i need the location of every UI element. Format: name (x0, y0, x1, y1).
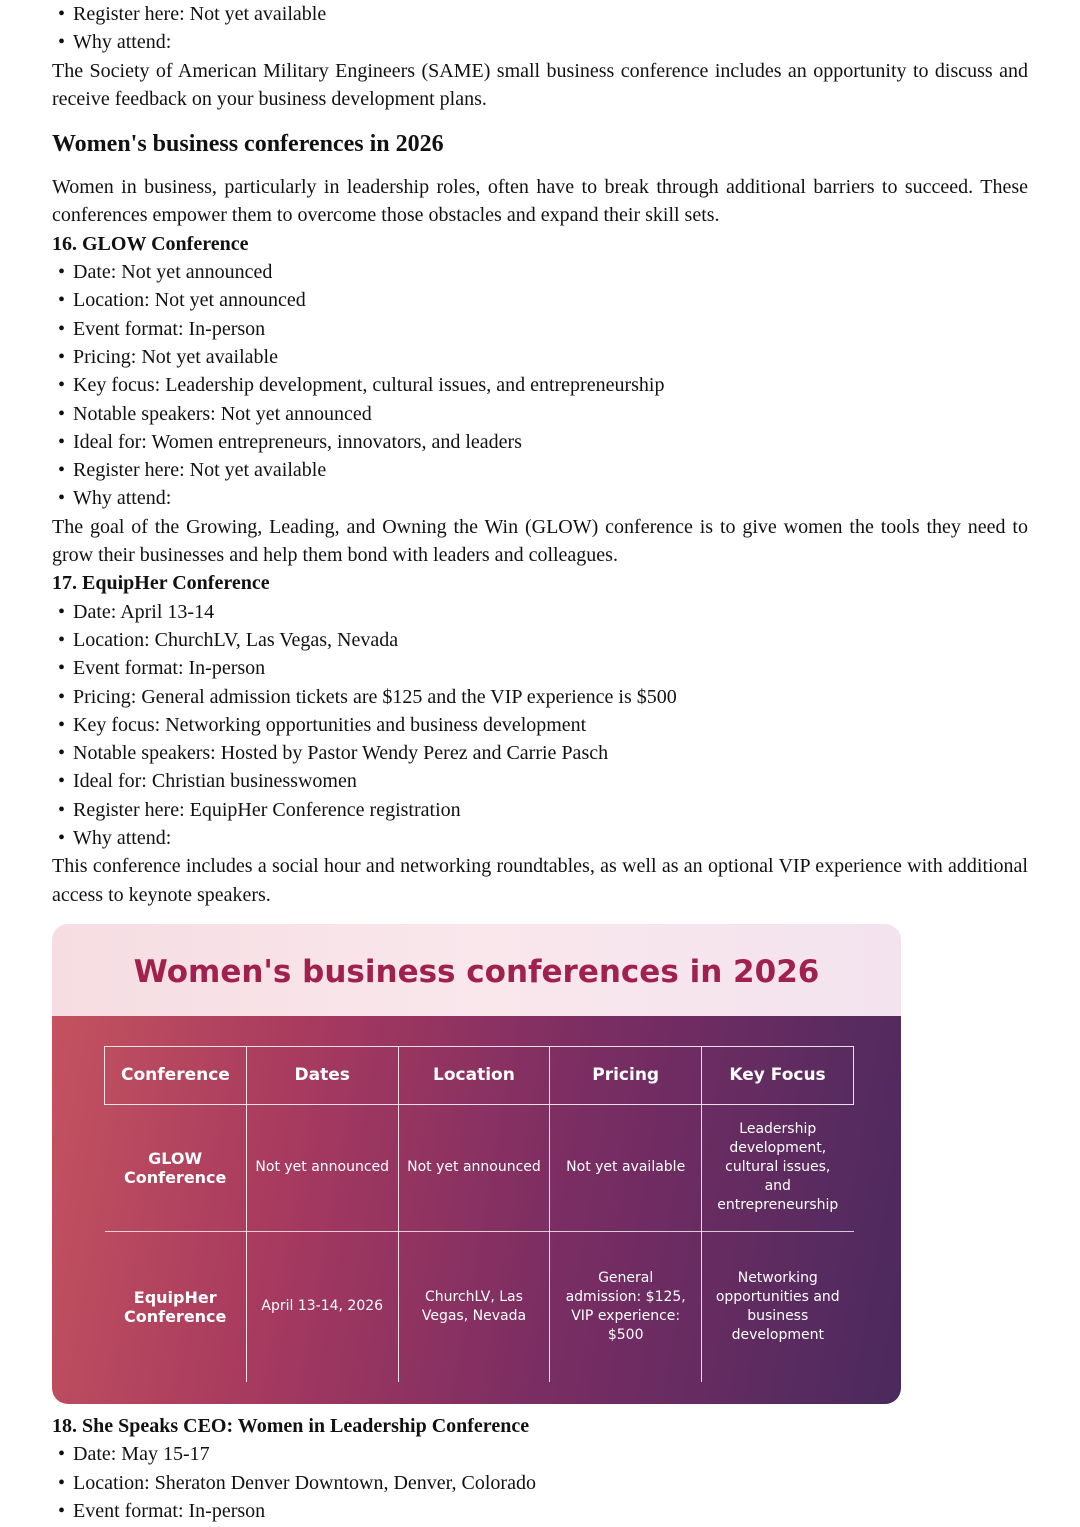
list-item: • Location: Not yet announced (52, 286, 1028, 314)
bullet-glyph: • (58, 402, 66, 425)
section-heading: Women's business conferences in 2026 (52, 131, 444, 158)
table-cell: ChurchLV, Las Vegas, Nevada (398, 1231, 550, 1382)
table-cell: Not yet announced (398, 1104, 550, 1231)
list-item: • Notable speakers: Not yet announced (52, 400, 1028, 428)
section-intro-paragraph: Women in business, particularly in leadership roles, often have to break through additional barriers to succeed. These conferences empower them to overcome those obstacles and expand their skill sets. (52, 176, 1028, 227)
bullet-glyph: • (58, 261, 66, 284)
list-item: • Why attend: (52, 28, 1028, 56)
table-cell: April 13-14, 2026 (246, 1231, 398, 1382)
list-item: • Key focus: Leadership development, cultural issues, and entrepreneurship (52, 371, 1028, 399)
table-cell: EquipHer Conference (105, 1231, 247, 1382)
column-header-pricing: Pricing (550, 1046, 702, 1104)
bullet-glyph: • (58, 770, 66, 793)
equipher-heading: 17. EquipHer Conference (52, 572, 270, 595)
list-item: • Location: Sheraton Denver Downtown, Denver, Colorado (52, 1469, 1028, 1497)
bullet-glyph: • (58, 657, 66, 680)
bullet-glyph: • (58, 289, 66, 312)
bullet-glyph: • (58, 1499, 66, 1522)
list-item: • Register here: Not yet available (52, 0, 1028, 28)
conference-summary-card (52, 924, 901, 1404)
bullet-glyph: • (58, 31, 66, 54)
table-cell: General admission: $125, VIP experience: $500 (550, 1231, 702, 1382)
table-row (105, 1231, 854, 1382)
table-cell: Not yet available (550, 1104, 702, 1231)
list-item: • Event format: In-person (52, 654, 1028, 682)
bullet-glyph: • (58, 600, 66, 623)
bullet-glyph: • (58, 374, 66, 397)
list-item: • Date: Not yet announced (52, 258, 1028, 286)
bullet-glyph: • (58, 827, 66, 850)
card-header (52, 924, 901, 1016)
card-body (52, 1016, 901, 1404)
bullet-glyph: • (58, 459, 66, 482)
conference-table (104, 1046, 854, 1382)
list-item: • Date: May 15-17 (52, 1440, 1028, 1468)
list-item: • Register here: EquipHer Conference registration (52, 796, 1028, 824)
list-item: • Notable speakers: Hosted by Pastor Wendy Perez and Carrie Pasch (52, 739, 1028, 767)
column-header-key-focus: Key Focus (702, 1046, 854, 1104)
bullet-glyph: • (58, 487, 66, 510)
bullet-glyph: • (58, 685, 66, 708)
list-item: • Event format: In-person (52, 1497, 1028, 1525)
table-cell: Not yet announced (246, 1104, 398, 1231)
shespeaks-heading: 18. She Speaks CEO: Women in Leadership Conference (52, 1414, 530, 1437)
list-item: • Date: April 13-14 (52, 598, 1028, 626)
bullet-glyph: • (58, 3, 66, 25)
list-item: • Pricing: General admission tickets are $125 and the VIP experience is $500 (52, 683, 1028, 711)
bullet-glyph: • (58, 430, 66, 453)
table-row (105, 1104, 854, 1231)
bullet-glyph: • (58, 713, 66, 736)
list-item: • Why attend: (52, 484, 1028, 512)
column-header-dates: Dates (246, 1046, 398, 1104)
column-header-location: Location (398, 1046, 550, 1104)
equipher-paragraph: This conference includes a social hour and networking roundtables, as well as an optional VIP experience with additional access to keynote speakers. (52, 855, 1028, 906)
bullet-glyph: • (58, 345, 66, 368)
same-paragraph: The Society of American Military Engineers (SAME) small business conference includes an opportunity to discuss and receive feedback on your business development plans. (52, 59, 1028, 110)
table-cell: Leadership development, cultural issues, and entrepreneurship (702, 1104, 854, 1231)
list-item: • Register here: Not yet available (52, 456, 1028, 484)
column-header-conference: Conference (105, 1046, 247, 1104)
table-cell: Networking opportunities and business development (702, 1231, 854, 1382)
list-item: • Location: ChurchLV, Las Vegas, Nevada (52, 626, 1028, 654)
bullet-glyph: • (58, 317, 66, 340)
list-item: • Ideal for: Women entrepreneurs, innovators, and leaders (52, 428, 1028, 456)
card-title: Women's business conferences in 2026 (133, 953, 820, 990)
list-item: • Event format: In-person (52, 315, 1028, 343)
bullet-glyph: • (58, 1443, 66, 1466)
table-cell: GLOW Conference (105, 1104, 247, 1231)
bullet-glyph: • (58, 628, 66, 651)
list-item: • Pricing: Not yet available (52, 343, 1028, 371)
article-page (52, 0, 1028, 1525)
table-header-row (105, 1046, 854, 1104)
bullet-glyph: • (58, 798, 66, 821)
list-item: • Key focus: Networking opportunities and business development (52, 711, 1028, 739)
glow-heading: 16. GLOW Conference (52, 232, 249, 255)
list-item: • Ideal for: Christian businesswomen (52, 767, 1028, 795)
bullet-glyph: • (58, 1471, 66, 1494)
list-item: • Why attend: (52, 824, 1028, 852)
glow-paragraph: The goal of the Growing, Leading, and Owning the Win (GLOW) conference is to give women the tools they need to grow their businesses and help them bond with leaders and colleagues. (52, 515, 1028, 567)
bullet-glyph: • (58, 742, 66, 765)
